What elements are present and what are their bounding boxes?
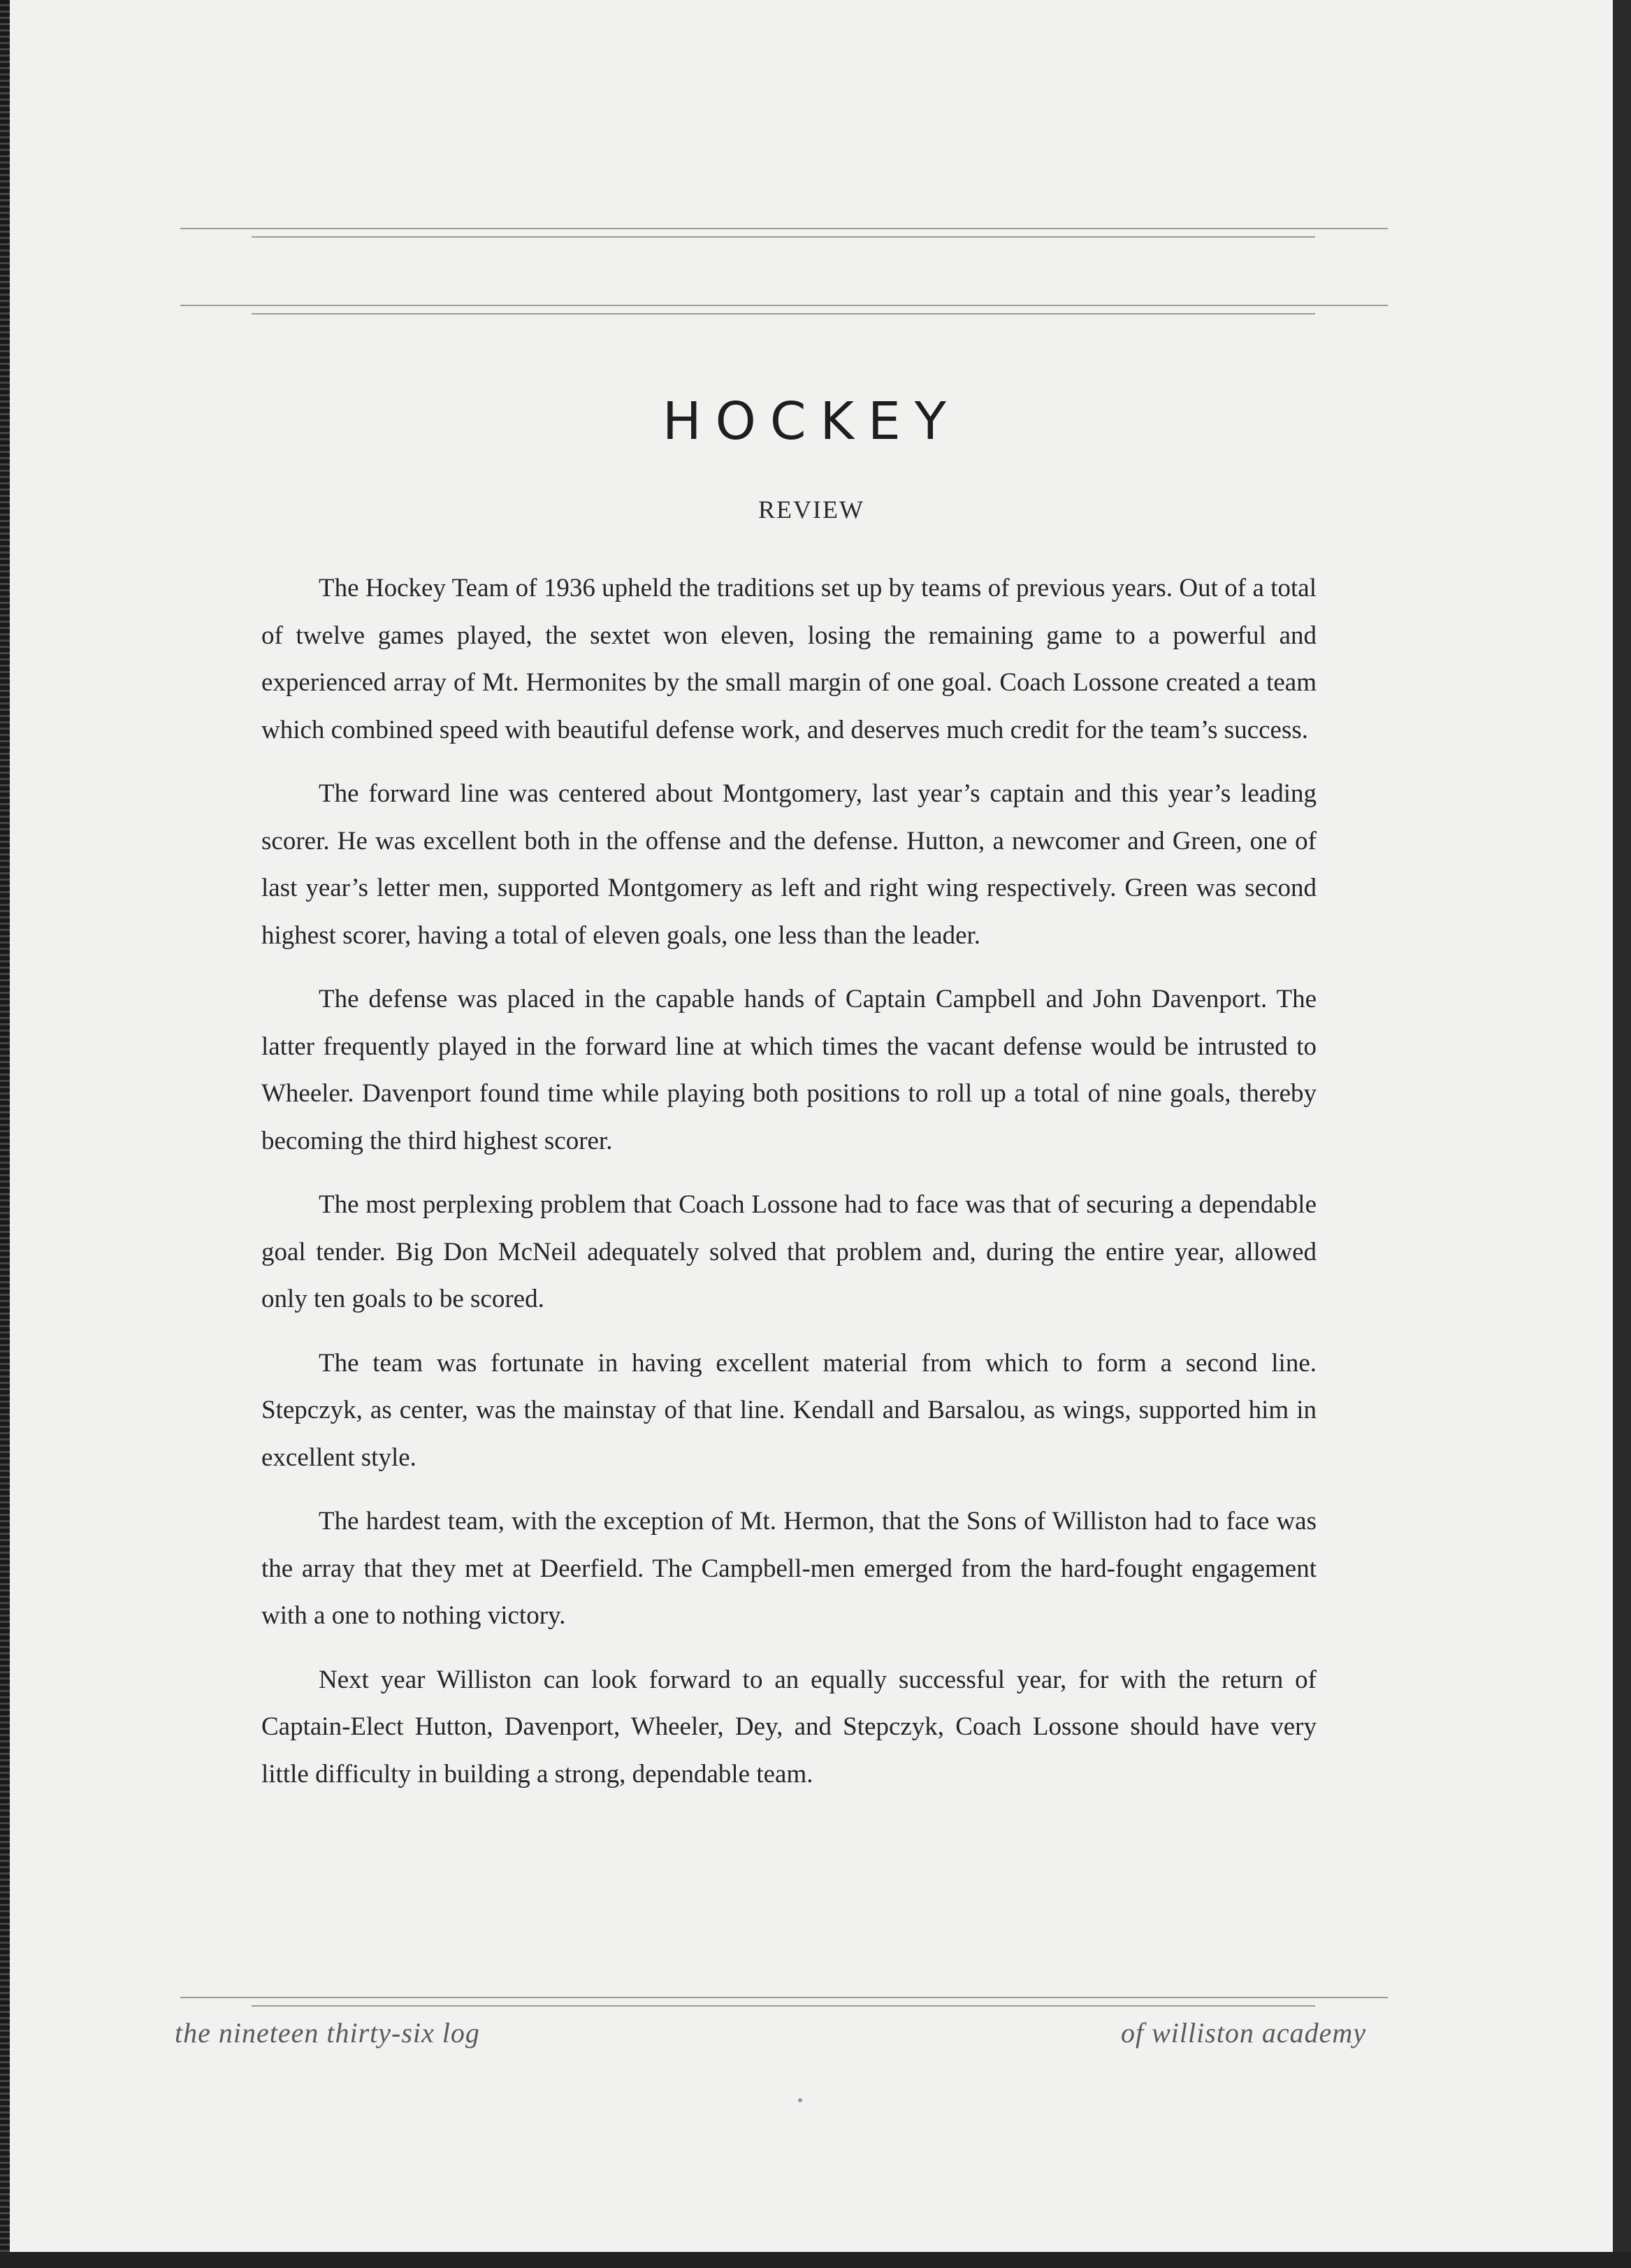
paragraph: The hardest team, with the exception of Mt. Hermon, that the Sons of Williston had to face was the array that they met at Deerfield. The Campbell-men emerged from the hard-fought engagement with a one to nothing victory. (261, 1507, 1317, 1630)
top-rule-4 (252, 313, 1315, 315)
article-body (261, 565, 1317, 1814)
top-rule-2 (252, 236, 1315, 238)
page-speck (798, 2098, 802, 2102)
bottom-rule-1 (180, 1997, 1388, 1998)
page-subtitle: REVIEW (758, 496, 864, 523)
yearbook-page (10, 0, 1613, 2252)
page-binding-edge (0, 0, 10, 2268)
paragraph: The Hockey Team of 1936 upheld the traditions set up by teams of previous years. Out of a total of twelve games played, the sextet won eleven, losing the remaining game to a powerful and experienced array of Mt. Hermonites by the small margin of one goal. Coach Lossone created a team which combined speed with beautiful defense work, and deserves much credit for the team’s success. (261, 574, 1317, 744)
paragraph: Next year Williston can look forward to an equally successful year, for with the return of Captain-Elect Hutton, Davenport, Wheeler, Dey, and Stepczyk, Coach Lossone should have very little difficulty in building a strong, dependable team. (261, 1665, 1317, 1789)
paragraph: The team was fortunate in having excellent material from which to form a second line. Stepczyk, as center, was the mainstay of that line. Kendall and Barsalou, as wings, supported him in excellent style. (261, 1348, 1317, 1472)
top-rule-1 (180, 228, 1388, 229)
paragraph: The forward line was centered about Montgomery, last year’s captain and this year’s leading scorer. He was excellent both in the offense and the defense. Hutton, a newcomer and Green, one of last year’s letter men, supported Montgomery as left and right wing respectively. Green was second highest scorer, having a total of eleven goals, one less than the leader. (261, 779, 1317, 950)
scan-right-border (1613, 0, 1631, 2268)
paragraph: The most perplexing problem that Coach Lossone had to face was that of securing a dependable goal tender. Big Don McNeil adequately solved that problem and, during the entire year, allowed only ten goals to be scored. (261, 1190, 1317, 1313)
top-rule-3 (180, 305, 1388, 306)
page-title: HOCKEY (662, 391, 961, 452)
scan-bottom-border (0, 2252, 1631, 2268)
footer-right-text: of williston academy (1121, 2017, 1367, 2049)
footer-left-text: the nineteen thirty-six log (175, 2017, 480, 2049)
bottom-rule-2 (252, 2005, 1315, 2007)
paragraph: The defense was placed in the capable hands of Captain Campbell and John Davenport. The latter frequently played in the forward line at which times the vacant defense would be intrusted to Wheeler. Davenport found time while playing both positions to roll up a total of nine goals, thereby becoming the third highest scorer. (261, 985, 1317, 1155)
